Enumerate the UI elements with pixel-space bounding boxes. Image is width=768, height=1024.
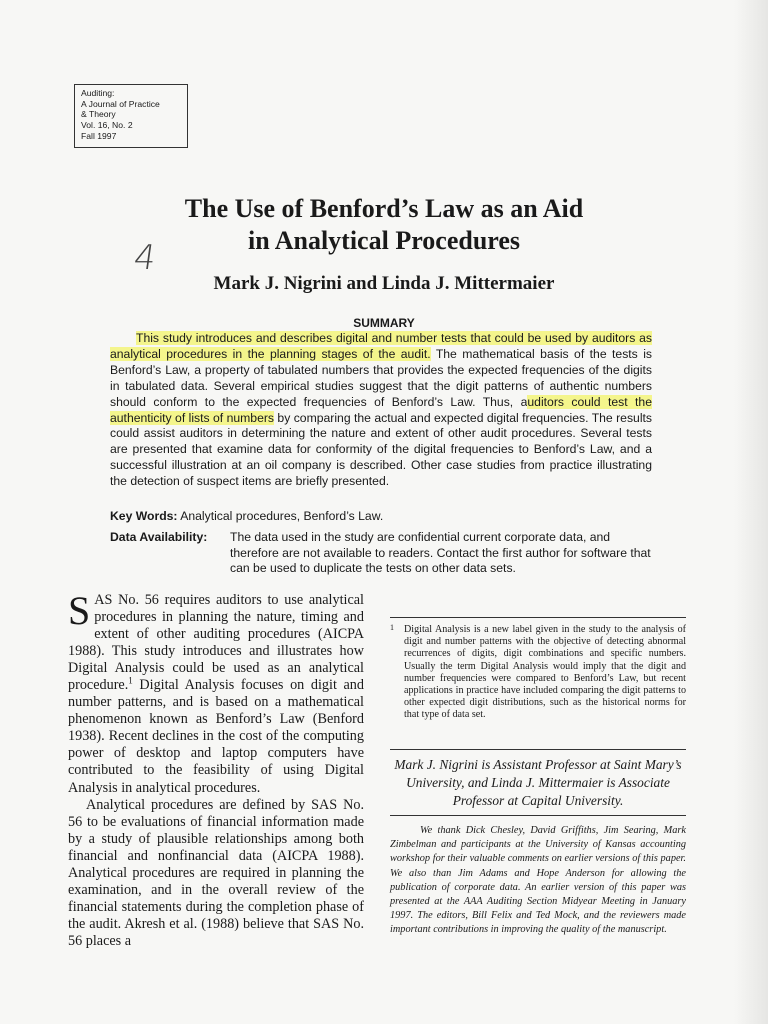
data-availability-label: Data Availability: bbox=[110, 530, 208, 544]
article-title-line-1: The Use of Benford’s Law as an Aid bbox=[184, 194, 584, 223]
key-words bbox=[110, 509, 652, 523]
summary-heading: SUMMARY bbox=[353, 316, 415, 330]
footnote-ref: 1 bbox=[128, 675, 133, 686]
drop-cap: S bbox=[68, 588, 91, 633]
article-title-line-2: in Analytical Procedures bbox=[247, 226, 521, 255]
body-paragraph-2: Analytical procedures are defined by SAS No. 56 to be evaluations of financial information made by a study of plausible relationships among both financial and nonfinancial data (AICPA 1988). Analytical procedures are required in planning the examination, and in the overall review of the financial statements during the completion phase of the audit. Akresh et al. (1988) believe that SAS No. 56 places a bbox=[68, 796, 364, 949]
scan-edge-shade bbox=[734, 0, 768, 1024]
data-availability-text: The data used in the study are confidential current corporate data, and therefore are not available to readers. Contact the first author for software that can be used to duplicate the tests on other data sets. bbox=[230, 530, 651, 576]
footnote-rule bbox=[390, 617, 686, 618]
journal-line: Auditing: bbox=[81, 88, 115, 98]
highlighted-text: This study introduces and describes digital and number tests that could be used by auditors as analytical procedures in the planning stages of the audit. bbox=[110, 331, 652, 361]
handwritten-note: 4 bbox=[131, 238, 159, 278]
acknowledgment: We thank Dick Chesley, David Griffiths, Jim Searing, Mark Zimbelman and participants at the University of Kansas accounting workshop for their valuable comments on earlier versions of this paper. We also than Jim Adams and Hope Anderson for allowing the publication of corporate data. An earlier version of this paper was presented at the AAA Auditing Section Midyear Meeting in January 1997. The editors, Bill Felix and Ted Mock, and the reviewers made important contributions in improving the quality of the manuscript. bbox=[390, 825, 686, 936]
journal-line: Vol. 16, No. 2 bbox=[81, 120, 133, 131]
summary-paragraph bbox=[110, 331, 652, 490]
footnote-text: Digital Analysis is a new label given in the study to the analysis of digit and number patterns with the objective of detecting abnormal recurrences of digits, digit combinations and specific numbers. Usually the term Digital Analysis would imply that the digit and number frequencies were compared to Benford’s Law, but recent applications in practice have included comparing the digit patterns to other expected digit distributions, such as the historical norms for that type of data set. bbox=[404, 624, 686, 721]
key-words-text: Analytical procedures, Benford’s Law. bbox=[177, 509, 384, 523]
body-column bbox=[68, 588, 364, 950]
author-line: Mark J. Nigrini and Linda J. Mittermaier bbox=[213, 273, 555, 294]
body-text: AS No. 56 requires auditors to use analytical procedures in planning the nature, timing and extent of other auditing procedures (AICPA 1988). This study introduces and illustrates how Digital Analysis could be used as an analytical procedure. bbox=[68, 592, 364, 694]
summary-text: by comparing the actual and expected digital frequencies. The results could assist auditors in determining the nature and extent of other audit procedures. Several tests are presented that examine data for conformity of the digital frequencies to Benford’s Law, and a successful illustration at an oil company is described. Other case studies from practice illustrating the detection of suspect items are briefly presented. bbox=[110, 410, 653, 489]
footnote-number: 1 bbox=[390, 623, 394, 632]
key-words-label: Key Words: bbox=[110, 509, 178, 523]
bio-rule-bottom bbox=[390, 815, 686, 816]
bio-rule-top bbox=[390, 749, 686, 750]
journal-citation-box bbox=[74, 84, 188, 148]
footnote bbox=[390, 624, 686, 722]
highlighted-text: uditors could test the authenticity of lists of numbers bbox=[110, 394, 652, 425]
body-text: Digital Analysis focuses on digit and number patterns, and is based on a mathematical phenomenon known as Benford’s Law (Benford 1938). Recent declines in the cost of the computing power of desktop and laptop computers have contributed to the feasibility of using Digital Analysis in analytical procedures. bbox=[68, 677, 364, 796]
journal-line: Fall 1997 bbox=[81, 130, 117, 141]
author-bio: Mark J. Nigrini is Assistant Professor at Saint Mary’s University, and Linda J. Mittermaier is Associate Professor at Capital University. bbox=[394, 757, 682, 808]
journal-line: & Theory bbox=[81, 109, 116, 120]
body-paragraph-1 bbox=[68, 588, 364, 797]
journal-line: A Journal of Practice bbox=[81, 98, 160, 109]
summary-text: The mathematical basis of the tests is Benford’s Law, a property of tabulated numbers that provides the expected frequencies of the digits in tabulated data. Several empirical studies suggest that the digit patterns of authentic numbers should conform to the expected frequencies of Benford’s Law. Thus, a bbox=[110, 346, 653, 409]
